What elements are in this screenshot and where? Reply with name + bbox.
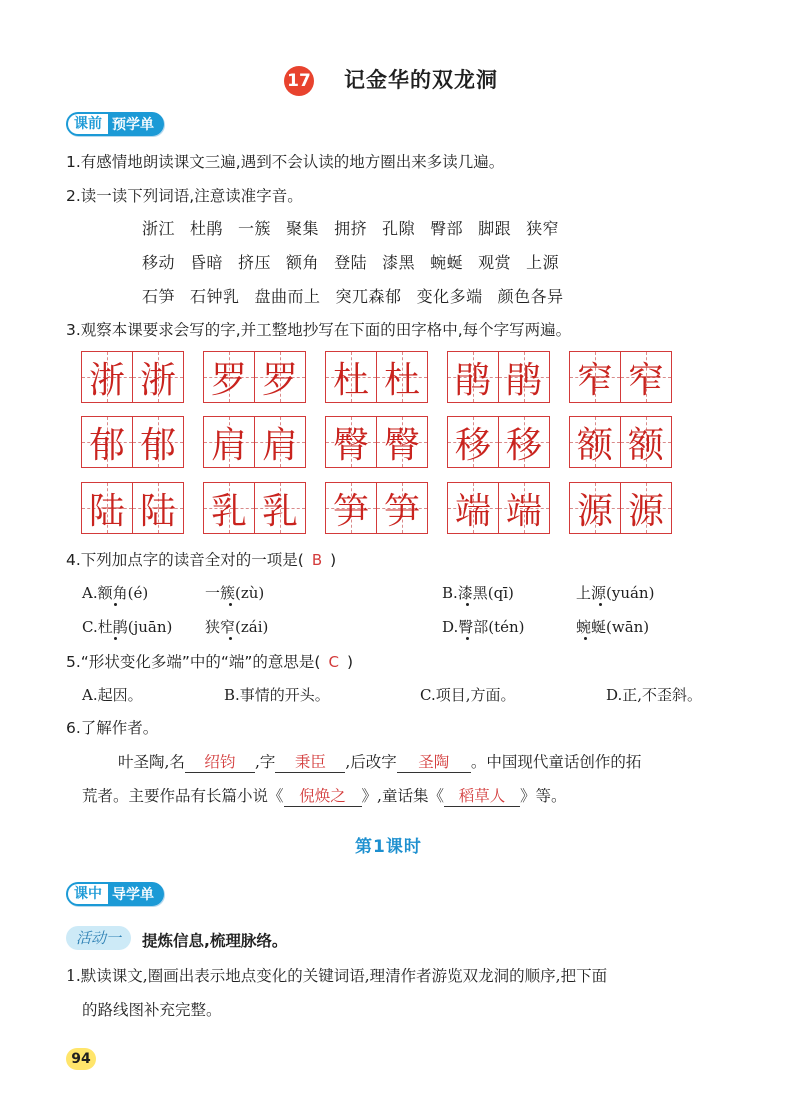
author-new-zi-blank[interactable]: 圣陶 — [397, 750, 471, 773]
word: 狭窄 — [526, 219, 560, 238]
word: 登陆 — [334, 253, 368, 272]
word: 挤压 — [238, 253, 272, 272]
word: 颜色各异 — [497, 287, 564, 306]
grid-char: 移 — [454, 424, 491, 466]
emphasis-dot — [466, 603, 469, 606]
author-zi-blank[interactable]: 秉臣 — [275, 750, 345, 773]
question-5 — [66, 650, 353, 672]
q4-suffix: ) — [330, 551, 337, 569]
grid-char: 臀 — [332, 424, 369, 466]
word: 石钟乳 — [190, 287, 240, 306]
page-title: 记金华的双龙洞 — [344, 68, 498, 92]
grid-char: 乳 — [210, 490, 247, 532]
grid-char: 浙 — [88, 359, 125, 401]
word: 一簇 — [238, 219, 272, 238]
q4-option-b1[interactable]: B.漆黑(qī) — [442, 584, 514, 602]
author-text: 。中国现代童话创作的拓 — [470, 753, 642, 771]
author-text: ,后改字 — [345, 753, 397, 771]
word: 观赏 — [478, 253, 512, 272]
author-name-blank[interactable]: 绍钧 — [185, 750, 255, 773]
section-title: 第1课时 — [355, 837, 422, 857]
emphasis-dot — [466, 637, 469, 640]
q4-option-b2: 上源(yuán) — [576, 584, 655, 602]
char-grid[interactable] — [203, 416, 306, 468]
author-text: 》,童话集《 — [361, 787, 444, 805]
grid-char: 浙 — [139, 359, 176, 401]
lesson-number: 17 — [284, 66, 314, 96]
badge-part2: 导学单 — [112, 887, 154, 903]
grid-char: 杜 — [383, 359, 420, 401]
grid-char: 源 — [627, 490, 664, 532]
author-line-1 — [118, 750, 641, 773]
char-grid[interactable] — [81, 416, 184, 468]
task-1-line-2: 的路线图补充完整。 — [82, 1001, 222, 1019]
char-grid[interactable] — [447, 482, 550, 534]
char-grid[interactable] — [81, 351, 184, 403]
grid-char: 笋 — [332, 490, 369, 532]
word-row-3 — [142, 284, 579, 307]
char-grid[interactable] — [569, 416, 672, 468]
author-text: 叶圣陶,名 — [118, 753, 185, 771]
word: 拥挤 — [334, 219, 368, 238]
word: 孔隙 — [382, 219, 416, 238]
word: 脚跟 — [478, 219, 512, 238]
char-grid[interactable] — [325, 351, 428, 403]
q4-option-d2: 蜿蜒(wān) — [576, 618, 650, 636]
question-4 — [66, 548, 336, 570]
word: 臀部 — [430, 219, 464, 238]
grid-char: 鹃 — [505, 359, 542, 401]
grid-char: 窄 — [576, 359, 613, 401]
badge-part1: 课前 — [68, 114, 108, 134]
grid-char: 杜 — [332, 359, 369, 401]
char-grid[interactable] — [203, 351, 306, 403]
author-text: 》等。 — [519, 787, 567, 805]
word: 聚集 — [286, 219, 320, 238]
q4-answer[interactable]: B — [311, 551, 323, 569]
q5-prefix: 5.“形状变化多端”中的“端”的意思是( — [66, 653, 321, 671]
char-grid[interactable] — [569, 482, 672, 534]
word: 昏暗 — [190, 253, 224, 272]
question-3: 3.观察本课要求会写的字,并工整地抄写在下面的田字格中,每个字写两遍。 — [66, 321, 572, 339]
badge-part2: 预学单 — [112, 117, 154, 133]
word: 浙江 — [142, 219, 176, 238]
activity-label: 活动一 — [66, 926, 131, 950]
grid-char: 窄 — [627, 359, 664, 401]
grid-char: 郁 — [139, 424, 176, 466]
pre-study-badge — [66, 112, 164, 136]
grid-char: 罗 — [210, 359, 247, 401]
grid-char: 端 — [505, 490, 542, 532]
q5-option-b[interactable]: B.事情的开头。 — [224, 686, 330, 704]
q5-answer[interactable]: C — [328, 653, 339, 671]
word-row-1 — [142, 216, 574, 239]
word: 蜿蜒 — [430, 253, 464, 272]
q5-option-a[interactable]: A.起因。 — [82, 686, 143, 704]
grid-char: 陆 — [88, 490, 125, 532]
word: 上源 — [526, 253, 560, 272]
word: 杜鹃 — [190, 219, 224, 238]
question-2: 2.读一读下列词语,注意读准字音。 — [66, 187, 303, 205]
grid-char: 肩 — [210, 424, 247, 466]
char-grid[interactable] — [325, 416, 428, 468]
grid-char: 额 — [576, 424, 613, 466]
char-grid[interactable] — [569, 351, 672, 403]
word-row-2 — [142, 250, 574, 273]
q5-suffix: ) — [346, 653, 354, 671]
char-grid[interactable] — [447, 351, 550, 403]
author-line-2 — [82, 784, 566, 807]
grid-char: 臀 — [383, 424, 420, 466]
grid-char: 郁 — [88, 424, 125, 466]
grid-char: 罗 — [261, 359, 298, 401]
grid-char: 乳 — [261, 490, 298, 532]
emphasis-dot — [229, 637, 232, 640]
grid-char: 额 — [627, 424, 664, 466]
grid-char: 端 — [454, 490, 491, 532]
word: 盘曲而上 — [254, 287, 321, 306]
task-1-line-1: 1.默读课文,圈画出表示地点变化的关键词语,理清作者游览双龙洞的顺序,把下面 — [66, 967, 608, 985]
emphasis-dot — [114, 637, 117, 640]
emphasis-dot — [599, 603, 602, 606]
grid-char: 陆 — [139, 490, 176, 532]
emphasis-dot — [114, 603, 117, 606]
q5-option-d[interactable]: D.正,不歪斜。 — [606, 686, 703, 704]
fairy-tale-blank[interactable]: 稻草人 — [444, 784, 520, 807]
q4-option-a2: 一簇(zù) — [205, 584, 265, 602]
in-class-badge — [66, 882, 164, 906]
page-number: 94 — [66, 1048, 96, 1070]
grid-char: 鹃 — [454, 359, 491, 401]
q4-prefix: 4.下列加点字的读音全对的一项是( — [66, 551, 304, 569]
word: 漆黑 — [382, 253, 416, 272]
q5-option-c[interactable]: C.项目,方面。 — [420, 686, 516, 704]
char-grid[interactable] — [203, 482, 306, 534]
q4-option-c1[interactable]: C.杜鹃(juān) — [82, 618, 173, 636]
word: 变化多端 — [416, 287, 483, 306]
emphasis-dot — [584, 637, 587, 640]
author-text: 荒者。主要作品有长篇小说《 — [82, 787, 284, 805]
grid-char: 移 — [505, 424, 542, 466]
grid-char: 源 — [576, 490, 613, 532]
word: 额角 — [286, 253, 320, 272]
question-1: 1.有感情地朗读课文三遍,遇到不会认读的地方圈出来多读几遍。 — [66, 153, 505, 171]
activity-title: 提炼信息,梳理脉络。 — [142, 932, 288, 950]
char-grid[interactable] — [325, 482, 428, 534]
grid-char: 笋 — [383, 490, 420, 532]
grid-char: 肩 — [261, 424, 298, 466]
char-grid[interactable] — [81, 482, 184, 534]
emphasis-dot — [229, 603, 232, 606]
q4-option-d1[interactable]: D.臀部(tén) — [442, 618, 525, 636]
word: 移动 — [142, 253, 176, 272]
badge-part1: 课中 — [68, 884, 108, 904]
author-text: ,字 — [254, 753, 276, 771]
question-6: 6.了解作者。 — [66, 719, 159, 737]
q4-option-a1[interactable]: A.额角(é) — [82, 584, 149, 602]
novel-blank[interactable]: 倪焕之 — [284, 784, 362, 807]
word: 石笋 — [142, 287, 176, 306]
char-grid[interactable] — [447, 416, 550, 468]
q4-option-c2: 狭窄(zái) — [205, 618, 269, 636]
word: 突兀森郁 — [335, 287, 402, 306]
